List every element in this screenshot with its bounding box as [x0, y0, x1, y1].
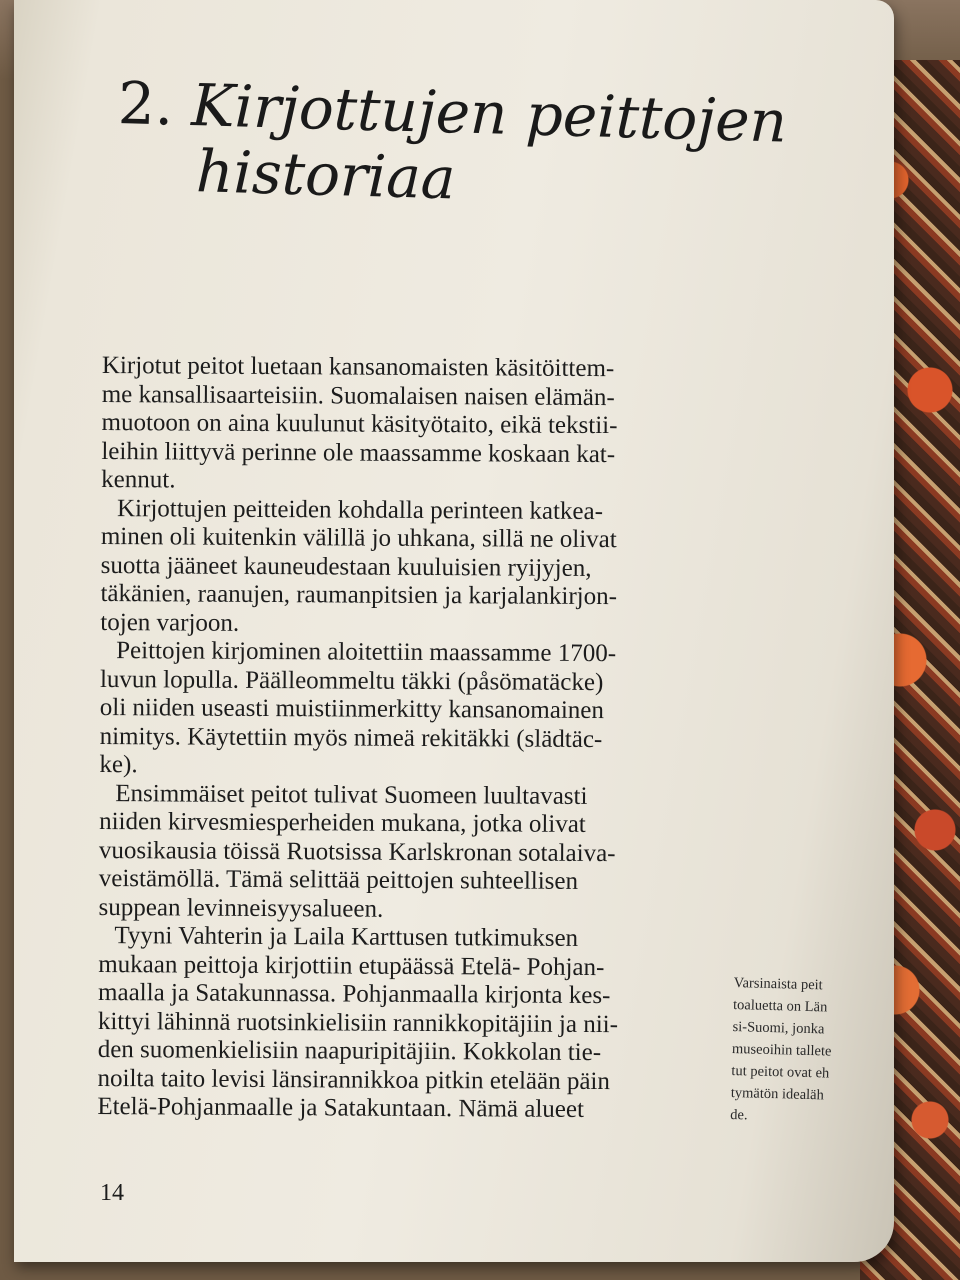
text-line: niiden kirvesmiesperheiden mukana, jotka olivat — [99, 807, 586, 838]
text-line: Kirjottujen peitteiden kohdalla perinteen katkea- — [116, 494, 604, 525]
caption-line: de. — [730, 1106, 748, 1124]
caption-line: toaluetta on Län — [732, 996, 828, 1016]
text-line: suotta jääneet kauneudestaan kuuluisien ryijyjen, — [100, 551, 592, 582]
text-line: den suomenkielisiin naapuripitäjiin. Kokkolan tie- — [97, 1035, 602, 1067]
text-line: nimitys. Käytettiin myös nimeä rekitäkki (slädtäc- — [99, 722, 603, 753]
caption-line: si-Suomi, jonka — [732, 1018, 825, 1038]
text-line: mukaan peittoja kirjottiin etupäässä Etelä- Pohjan- — [98, 950, 605, 981]
text-line: ke). — [99, 750, 138, 779]
text-line: Etelä-Pohjanmaalle ja Satakuntaan. Nämä alueet — [97, 1092, 585, 1123]
text-line: minen oli kuitenkin välillä jo uhkana, sillä ne olivat — [100, 522, 617, 554]
text-line: muotoon on aina kuulunut käsityötaito, eikä tekstii- — [101, 408, 618, 440]
page-number: 14 — [100, 1180, 124, 1206]
caption-line: tut peitot ovat eh — [731, 1062, 830, 1082]
chapter-title — [115, 70, 818, 221]
caption-line: tymätön idealäh — [730, 1084, 825, 1104]
text-line: Peittojen kirjominen aloitettiin maassamme 1700- — [116, 637, 617, 668]
text-line: Tyyni Vahterin ja Laila Karttusen tutkimuksen — [114, 922, 579, 952]
margin-caption — [730, 972, 874, 1130]
title-line-2: historiaa — [195, 137, 457, 213]
chapter-number: 2. — [117, 69, 175, 139]
text-line: vuosikausia töissä Ruotsissa Karlskronan sotalaiva- — [98, 836, 616, 867]
text-line: oli niiden useasti muistiinmerkitty kansanomainen — [99, 693, 604, 725]
text-line: noilta taito levisi länsirannikkoa pitkin etelään päin — [97, 1064, 611, 1095]
text-line: täkänien, raanujen, raumanpitsien ja karjalankirjon- — [100, 579, 618, 611]
text-line: suppean levinneisyysalueen. — [98, 893, 384, 923]
text-line: veistämöllä. Tämä selittää peittojen suhteellisen — [98, 864, 579, 895]
text-line: me kansallisaarteisiin. Suomalaisen naisen elämän- — [101, 380, 615, 411]
caption-line: Varsinaista peit — [733, 974, 823, 994]
text-line: Ensimmäiset peitot tulivat Suomeen luultavasti — [115, 779, 588, 810]
caption-line: museoihin tallete — [731, 1040, 832, 1060]
book-page — [14, 0, 894, 1262]
text-line: tojen varjoon. — [100, 608, 240, 637]
text-line: luvun lopulla. Päälleommeltu täkki (påsömatäcke) — [99, 665, 604, 696]
text-line: maalla ja Satakunnassa. Pohjanmaalla kirjonta kes- — [98, 978, 611, 1010]
title-text-1: Kirjottujen peittojen — [190, 71, 788, 156]
text-line: kittyi lähinnä ruotsinkielisiin rannikkopitäjiin ja nii- — [97, 1007, 619, 1038]
body-text — [97, 352, 714, 1125]
text-line: Kirjotut peitot luetaan kansanomaisten käsitöittem- — [101, 352, 615, 383]
text-line: kennut. — [101, 465, 176, 494]
text-line: leihin liittyvä perinne ole maassamme koskaan kat- — [101, 437, 616, 468]
